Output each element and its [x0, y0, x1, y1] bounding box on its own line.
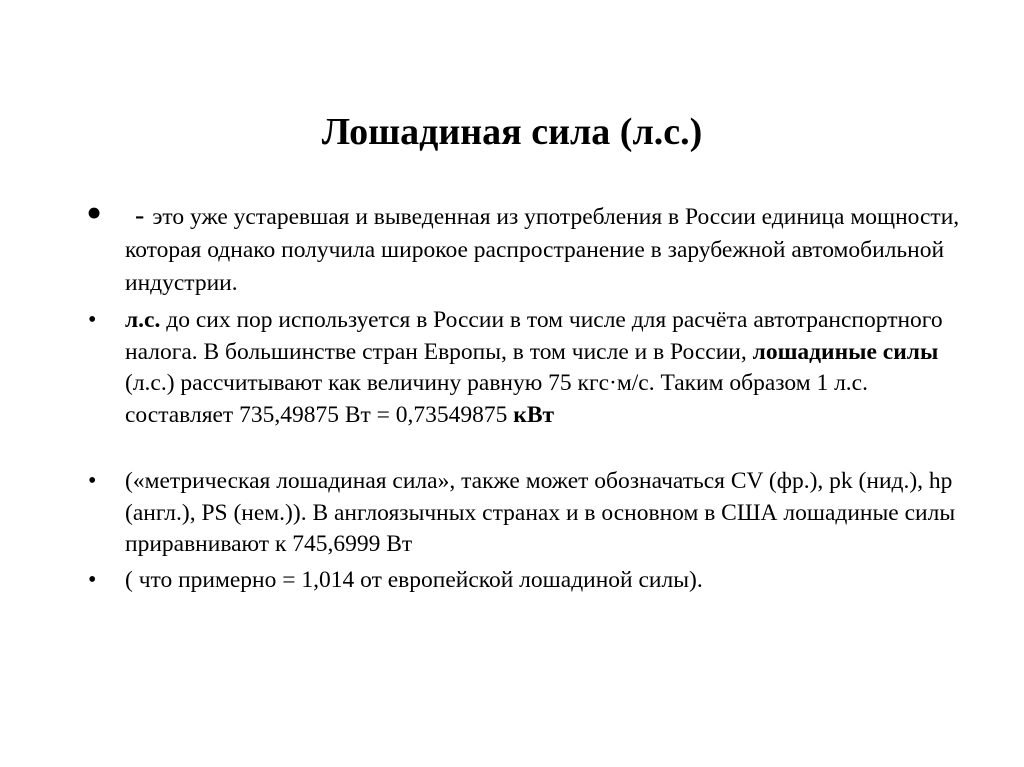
bullet-marker-icon: • [88, 567, 97, 593]
bullet-text-2 [125, 305, 965, 431]
bullet-2-body-b: (л.с.) рассчитывают как величину равную 75 кгс·м/с. Таким образом 1 л.с. составляет 735,49875 Вт = 0,73549875 [125, 370, 868, 428]
bullet-2-bold-mid: лошадиные силы [752, 338, 939, 365]
bullet-marker-icon: • [88, 307, 97, 333]
bullet-text-4: ( что примерно = 1,014 от европейской лошадиной силы). [125, 567, 703, 593]
bullet-text-1 [125, 199, 965, 300]
bullet-marker-icon: • [86, 187, 103, 238]
bullet-text-3: («метрическая лошадиная сила», также может обозначаться CV (фр.), pk (нид.), hp (англ.), PS (нем.)). В англоязычных странах и в основном в США лошадиные силы приравнивают к 745,6999 Вт [125, 468, 956, 557]
slide-title: Лошадиная сила (л.с.) [321, 111, 703, 153]
bullet-2-body-a: до сих пор используется в России в том числе для расчёта автотранспортного налога. В большинстве стран Европы, в том числе и в России, [125, 307, 943, 365]
bullet-marker-icon: • [88, 468, 97, 494]
bullet-1-body: это уже устаревшая и выведенная из употребления в России единица мощности, которая однако получила широкое распространение в зарубежной автомобильной индустрии. [125, 204, 960, 296]
dash-glyph: - [135, 200, 145, 231]
bullet-2-bold-lead: л.с. [125, 307, 161, 333]
bullet-2-bold-end: кВт [513, 401, 555, 428]
